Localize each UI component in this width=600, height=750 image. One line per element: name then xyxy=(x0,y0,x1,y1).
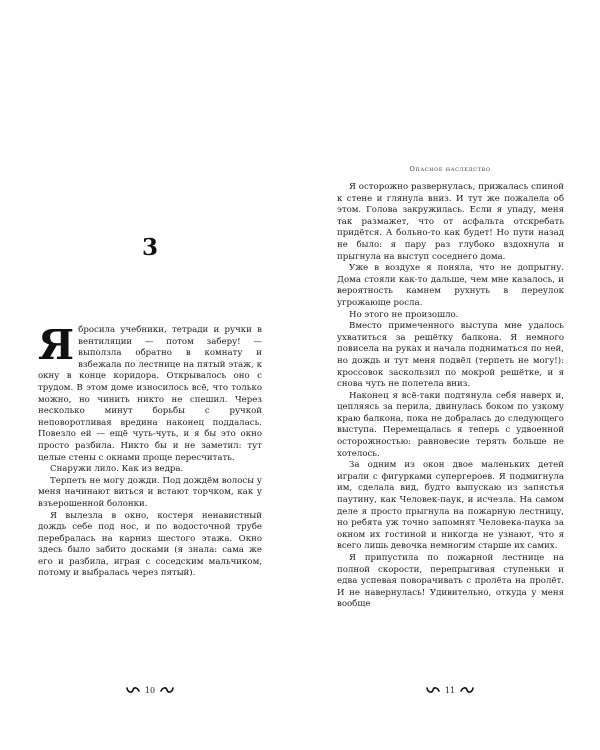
page-footer xyxy=(0,685,300,695)
paragraph: Наконец я всё-таки подтянула себя наверх и, цепляясь за перила, двинулась боком по узкому краю балкона, пока не добралась до следующего выступа. Перемещалась я теперь с удвоенной осторожностью: равновесие терять больше не хотелось. xyxy=(337,390,564,459)
running-head: Опасное наследство xyxy=(409,165,491,173)
paragraph: Терпеть не могу дожди. Под дождём волосы у меня начинают виться и встают торчком, как у взъерошенной болонки. xyxy=(38,475,262,509)
ornament-right-icon xyxy=(459,685,475,695)
right-page xyxy=(300,0,600,750)
paragraph: Ябросила учебники, тетради и ручки в вентиляции — потом заберу! — выползла обратно в комнату и взбежала по лестнице на пятый этаж, к окну в конце коридора. Открывалось оно с трудом. В этом доме износилось всё, что только можно, но чинить никто не спешил. Через несколько минут борьбы с ручкой неповоротливая вредина наконец поддалась. Повезло ей — ещё чуть-чуть, и я бы это окно просто разбила. Никто бы и не заметил: тут целые стены с окнами проще пересчитать. xyxy=(38,321,262,463)
page-number: 11 xyxy=(444,685,456,695)
ornament-left-icon xyxy=(425,685,441,695)
paragraph: Я осторожно развернулась, прижалась спиной к стене и глянула вниз. И тут же пожалела об этом. Голова закружилась. Если я упаду, меня так размажет, что от асфальта отскребать придётся. А больно-то как будет! Но пути назад не было: я пару раз глубоко вздохнула и прыгнула на выступ соседнего дома. xyxy=(337,182,564,262)
chapter-number: 3 xyxy=(141,234,158,261)
ornament-left-icon xyxy=(125,685,141,695)
page-footer xyxy=(300,685,600,695)
page-number: 10 xyxy=(144,685,156,695)
paragraph: Снаружи лило. Как из ведра. xyxy=(50,464,184,475)
paragraph: Я вылезла в окно, костеря ненавистный дождь себе под нос, и по водосточной трубе перебралась на карниз шестого этажа. Окно здесь было забито досками (я знала: сама же его и разбила, играя с соседским мальчиком, потому и выбралась через пятый). xyxy=(38,510,262,579)
drop-cap: Я xyxy=(38,321,75,369)
ornament-right-icon xyxy=(159,685,175,695)
paragraph: Но этого не произошло. xyxy=(349,309,459,320)
paragraph: Уже в воздухе я поняла, что не допрыгну. Дома стояли как-то дальше, чем мне казалось, и вероятность камнем рухнуть в переулок угрожающе росла. xyxy=(337,263,564,308)
paragraph: Вместо примеченного выступа мне удалось ухватиться за решётку балкона. Я немного повисела на руках и начала подниматься по ней, но дождь и тут меня подвёл (терпеть не могу!): кроссовок заскользил по мокрой решётке, и я снова чуть не полетела вниз. xyxy=(337,321,564,390)
right-page-text xyxy=(337,182,564,611)
left-page-text xyxy=(38,321,262,580)
paragraph: Я припустила по пожарной лестнице на полной скорости, перепрыгивая ступеньки и едва успевая поворачивать с пролёта на пролёт. И не навернулась! Удивительно, откуда у меня вообще xyxy=(337,553,564,610)
paragraph: За одним из окон двое маленьких детей играли с фигурками супергероев. Я подмигнула им, сделала вид, будто выпускаю из запястья паутину, как Человек-паук, и исчезла. На самом деле я просто прыгнула на пожарную лестницу, но ребята уж точно запомнят Человека-паука за окном их гостиной и никогда не узнают, что я всего лишь девочка немногим старше их самих. xyxy=(337,460,564,552)
